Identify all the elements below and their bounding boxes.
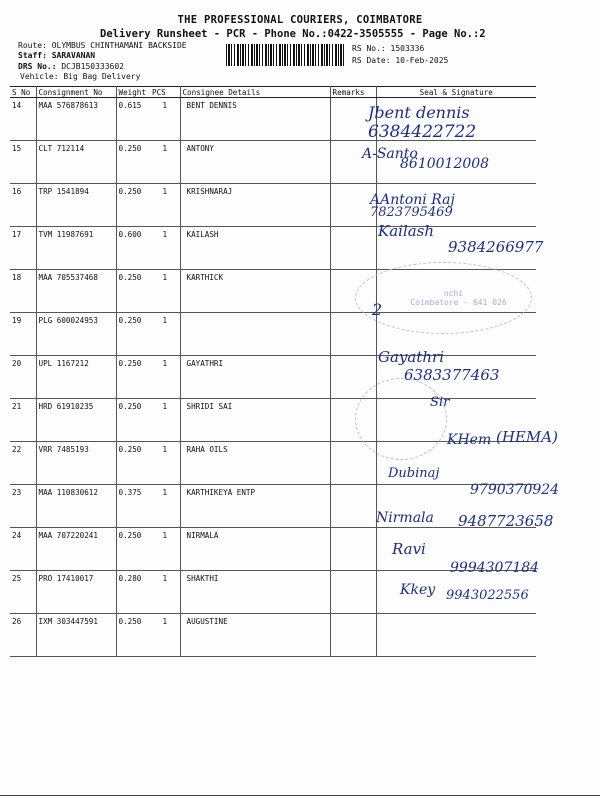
signature-20-phone: 6383377463	[404, 366, 500, 384]
signature-16-name: AAntoni Raj	[370, 192, 455, 208]
staff-label: Staff:	[18, 51, 47, 60]
cell-weight: 0.250	[116, 528, 150, 571]
signature-17-phone: 9384266977	[448, 238, 544, 256]
cell-consignment: VRR 7485193	[36, 442, 116, 485]
route-value: OLYMBUS CHINTHAMANI BACKSIDE	[51, 41, 187, 50]
cell-sno: 18	[10, 270, 36, 313]
cell-consignment: MAA 110830612	[36, 485, 116, 528]
stamp-1	[355, 262, 532, 334]
company-title: THE PROFESSIONAL COURIERS, COIMBATORE	[177, 14, 423, 26]
rs-date-label: RS Date:	[352, 56, 391, 65]
signature-24-name: Nirmala	[376, 510, 434, 526]
cell-consignment: UPL 1167212	[36, 356, 116, 399]
cell-consignee	[180, 313, 330, 356]
cell-pcs: 1	[150, 399, 180, 442]
col-consignee: Consignee Details	[180, 87, 330, 98]
signature-25-phone: 9994307184	[450, 560, 540, 576]
cell-consignment: MAA 576878613	[36, 98, 116, 141]
cell-sno: 23	[10, 485, 36, 528]
cell-consignee: KRISHNARAJ	[180, 184, 330, 227]
cell-remarks	[330, 313, 376, 356]
cell-consignment: PLG 600024953	[36, 313, 116, 356]
cell-weight: 0.600	[116, 227, 150, 270]
signature-20-name: Gayathri	[378, 348, 444, 366]
vehicle-line	[20, 72, 140, 81]
cell-sno: 15	[10, 141, 36, 184]
cell-pcs: 1	[150, 528, 180, 571]
drs-line	[18, 62, 124, 71]
cell-consignee: SHAKTHI	[180, 571, 330, 614]
stamp-2	[355, 378, 450, 460]
cell-remarks	[330, 614, 376, 657]
rs-no-line	[352, 44, 424, 53]
runsheet-subtitle: Delivery Runsheet - PCR - Phone No.:0422-3505555 - Page No.:2	[100, 28, 486, 40]
cell-sno: 16	[10, 184, 36, 227]
cell-weight: 0.250	[116, 184, 150, 227]
cell-pcs: 1	[150, 485, 180, 528]
col-consignment: Consignment No	[36, 87, 116, 98]
cell-weight: 0.615	[116, 98, 150, 141]
cell-sno: 14	[10, 98, 36, 141]
signature-21-name: Sir	[430, 395, 450, 410]
col-signature: Seal & Signature	[376, 87, 536, 98]
cell-sno: 21	[10, 399, 36, 442]
signature-23-note: (HEMA)	[496, 428, 558, 446]
signature-15-phone: 8610012008	[400, 156, 490, 172]
cell-sno: 20	[10, 356, 36, 399]
rs-date-value: 10-Feb-2025	[395, 56, 449, 65]
table-row	[10, 614, 536, 657]
cell-pcs: 1	[150, 313, 180, 356]
cell-weight: 0.250	[116, 313, 150, 356]
signature-23b-phone: 9790370924	[470, 482, 560, 498]
col-sno: S No	[10, 87, 36, 98]
cell-consignment: CLT 712114	[36, 141, 116, 184]
cell-sno: 26	[10, 614, 36, 657]
cell-consignment: TRP 1541894	[36, 184, 116, 227]
cell-consignee: NIRMALA	[180, 528, 330, 571]
cell-consignment: TVM 11987691	[36, 227, 116, 270]
signature-25-name: Ravi	[392, 540, 426, 558]
cell-consignee: SHRIDI SAI	[180, 399, 330, 442]
cell-pcs: 1	[150, 442, 180, 485]
cell-signature	[376, 614, 536, 657]
cell-consignee: BENT DENNIS	[180, 98, 330, 141]
cell-sno: 25	[10, 571, 36, 614]
signature-23-name: KHem	[447, 432, 492, 448]
rs-no-label: RS No.:	[352, 44, 386, 53]
cell-weight: 0.375	[116, 485, 150, 528]
signature-16-phone: 7823795469	[370, 205, 453, 220]
vehicle-value: Big Bag Delivery	[63, 72, 141, 81]
cell-pcs: 1	[150, 227, 180, 270]
cell-consignee: KARTHIKEYA ENTP	[180, 485, 330, 528]
route-line	[18, 41, 187, 50]
cell-weight: 0.250	[116, 270, 150, 313]
cell-remarks	[330, 571, 376, 614]
cell-consignment: MAA 707220241	[36, 528, 116, 571]
cell-consignee: ANTONY	[180, 141, 330, 184]
signature-26-name: Kkey	[400, 582, 436, 598]
cell-remarks	[330, 528, 376, 571]
cell-consignee: RAHA OILS	[180, 442, 330, 485]
cell-weight: 0.250	[116, 442, 150, 485]
cell-consignee: AUGUSTINE	[180, 614, 330, 657]
cell-pcs: 1	[150, 356, 180, 399]
table-header-row	[10, 87, 536, 98]
signature-14-phone: 6384422722	[368, 122, 477, 142]
cell-weight: 0.280	[116, 571, 150, 614]
cell-weight: 0.250	[116, 399, 150, 442]
signature-19-mark: 2	[372, 300, 383, 319]
staff-value: SARAVANAN	[51, 51, 96, 60]
cell-weight: 0.250	[116, 614, 150, 657]
staff-line	[18, 51, 95, 60]
signature-23b-name: Dubinaj	[388, 466, 440, 481]
cell-consignee: GAYATHRI	[180, 356, 330, 399]
cell-pcs: 1	[150, 141, 180, 184]
cell-pcs: 1	[150, 571, 180, 614]
stamp-1-text: Coimbatore - 641 026	[410, 298, 507, 307]
signature-14-name: Jbent dennis	[368, 103, 470, 122]
cell-pcs: 1	[150, 270, 180, 313]
cell-sno: 19	[10, 313, 36, 356]
cell-consignment: PRO 17410017	[36, 571, 116, 614]
vehicle-label: Vehicle:	[20, 72, 59, 81]
cell-pcs: 1	[150, 98, 180, 141]
col-pcs: PCS	[150, 87, 180, 98]
drs-value: DCJB150333602	[61, 62, 124, 71]
stamp-1-top: nchi	[443, 289, 464, 298]
drs-label: DRS No.:	[18, 62, 57, 71]
cell-sno: 22	[10, 442, 36, 485]
cell-pcs: 1	[150, 184, 180, 227]
cell-consignment: IXM 303447591	[36, 614, 116, 657]
signature-17-name: Kailash	[378, 222, 435, 240]
signature-26-phone: 9943022556	[446, 588, 529, 603]
col-remarks: Remarks	[330, 87, 376, 98]
cell-remarks	[330, 227, 376, 270]
rs-date-line	[352, 56, 448, 65]
cell-consignment: HRD 61910235	[36, 399, 116, 442]
cell-weight: 0.250	[116, 141, 150, 184]
signature-24-phone: 9487723658	[458, 512, 554, 530]
cell-consignee: KAILASH	[180, 227, 330, 270]
col-weight: Weight	[116, 87, 150, 98]
rs-no-value: 1503336	[390, 44, 425, 53]
signature-15-name: A-Santo	[362, 146, 418, 162]
cell-consignment: MAA 705537468	[36, 270, 116, 313]
route-label: Route:	[18, 41, 47, 50]
cell-sno: 17	[10, 227, 36, 270]
cell-weight: 0.250	[116, 356, 150, 399]
cell-remarks	[330, 485, 376, 528]
barcode	[226, 44, 344, 66]
cell-sno: 24	[10, 528, 36, 571]
cell-consignee: KARTHICK	[180, 270, 330, 313]
table-row	[10, 184, 536, 227]
cell-pcs: 1	[150, 614, 180, 657]
page-bottom-line	[0, 795, 600, 796]
